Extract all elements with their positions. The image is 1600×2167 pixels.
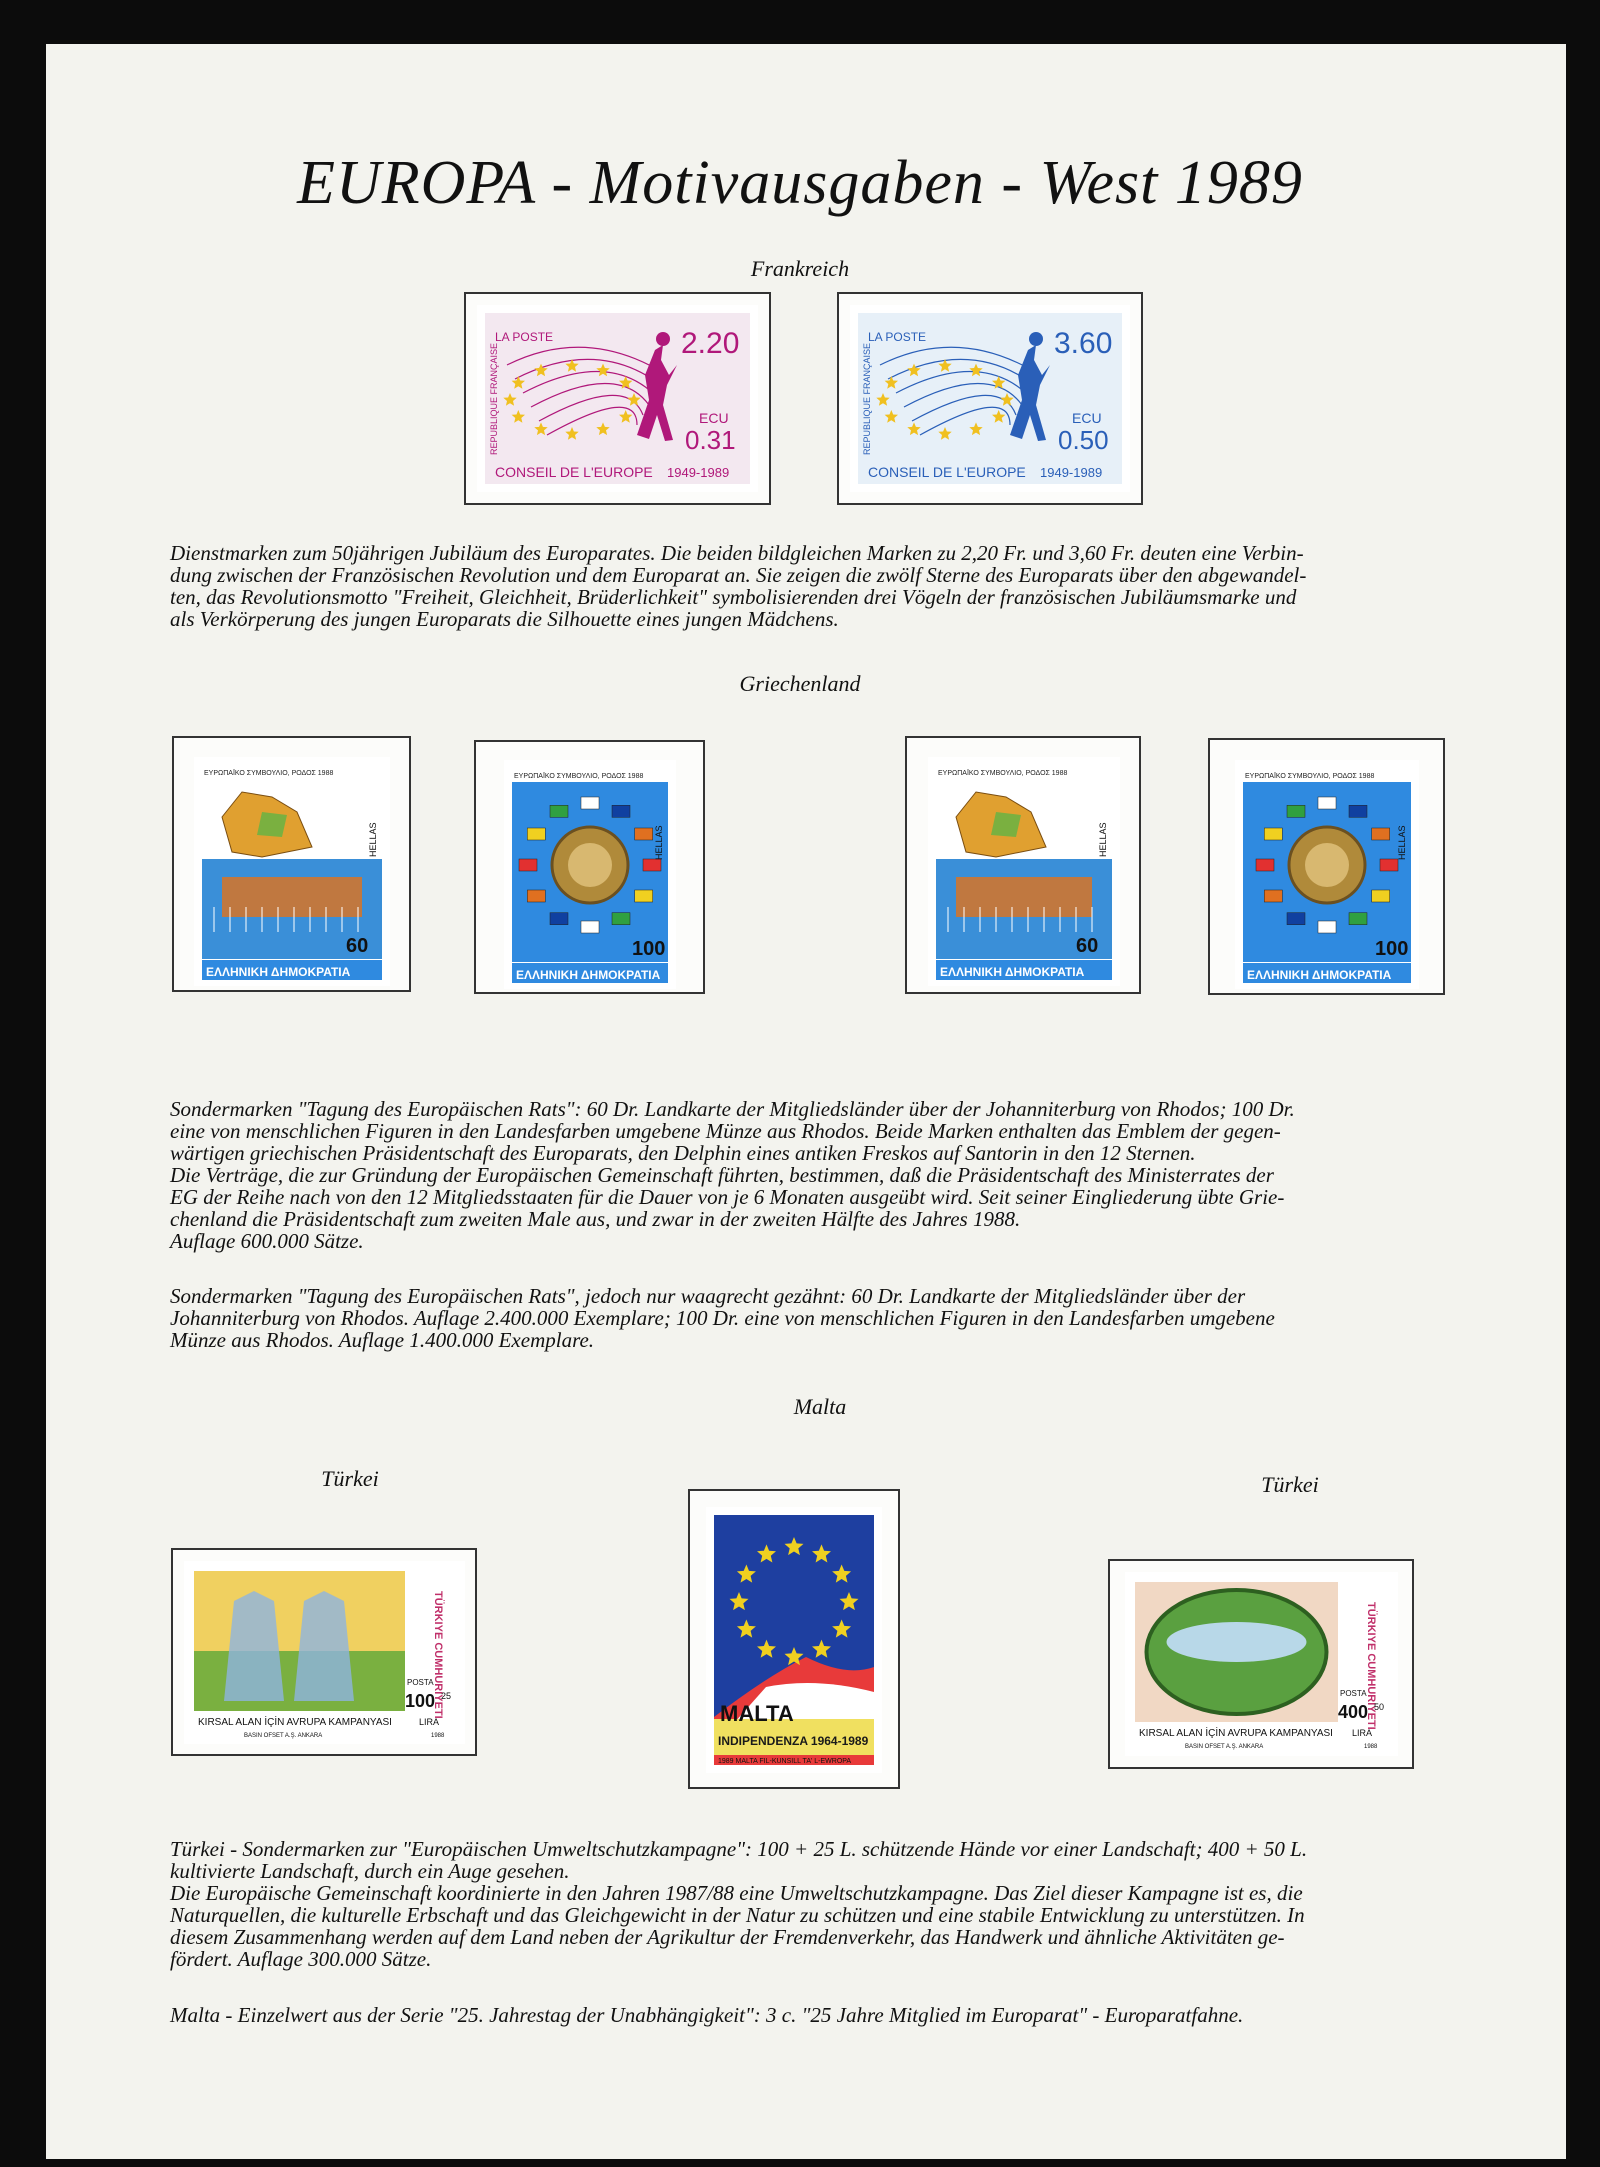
stamp-posta: POSTA	[407, 1678, 434, 1687]
stamp-value: 100	[632, 938, 666, 960]
flag-figure-icon	[1318, 797, 1336, 809]
flag-figure-icon	[1318, 921, 1336, 933]
greece-description-2: Sondermarken "Tagung des Europäischen Rats", jedoch nur waagrecht gezähnt: 60 Dr. Landkarte der Mitgliedsländer über der Johanniterburg von Rhodos. Auflage 2.400.000 Exemplare; 100 Dr. eine von menschlichen Figuren in den Landesfarben umgebene Münze aus Rhodos. Auflage 1.400.000 Exemplare.	[170, 1284, 1275, 1352]
stamp-top-text: ΕΥΡΩΠΑΪΚΟ ΣΥΜΒΟΥΛΙΟ, ΡΟΔΟΣ 1988	[1245, 773, 1375, 780]
stamp-france-360	[850, 305, 1130, 492]
stamp-country: REPUBLIQUE FRANÇAISE	[862, 342, 872, 455]
stamp-ecu-value: 0.31	[685, 425, 736, 455]
stamp-side-label: HELLAS	[1098, 822, 1108, 857]
stamp-years: 1949-1989	[1040, 465, 1103, 480]
stamp-currency: LIRA	[1352, 1728, 1373, 1738]
stamp-value: 400	[1338, 1702, 1369, 1722]
castle-icon	[222, 877, 362, 917]
stamp-value: 3c	[834, 1699, 855, 1719]
stamp-country: ΕΛΛΗΝΙΚΗ ΔΗΜΟΚΡΑΤΙΑ	[206, 965, 351, 979]
flag-figure-icon	[612, 805, 630, 817]
stamp-top-text: ΕΥΡΩΠΑΪΚΟ ΣΥΜΒΟΥΛΙΟ, ΡΟΔΟΣ 1988	[514, 773, 644, 780]
flag-figure-icon	[635, 890, 653, 902]
stamp-caption: KIRSAL ALAN İÇİN AVRUPA KAMPANYASI	[198, 1717, 392, 1728]
flag-figure-icon	[1256, 859, 1274, 871]
map-region	[991, 812, 1021, 837]
flag-figure-icon	[1287, 913, 1305, 925]
stamp-country: ΕΛΛΗΝΙΚΗ ΔΗΜΟΚΡΑΤΙΑ	[940, 965, 1085, 979]
flag-figure-icon	[1380, 859, 1398, 871]
stamp-greece-60	[194, 757, 390, 986]
stamp-year: 1988	[431, 1733, 445, 1739]
stamp-ecu-value: 0.50	[1058, 425, 1109, 455]
stamp-greece-100	[504, 760, 676, 989]
flag-figure-icon	[1264, 828, 1282, 840]
stamp-postal-label: LA POSTE	[868, 330, 927, 344]
heading-tuerkei-right: Türkei	[1261, 1472, 1319, 1497]
stamp-country: ΕΛΛΗΝΙΚΗ ΔΗΜΟΚΡΑΤΙΑ	[516, 968, 661, 982]
stamp-country: TÜRKIYE CUMHURIYETI	[432, 1591, 444, 1719]
girl-head-icon	[656, 332, 670, 346]
stamp-printer: BASIN OFSET A.Ş. ANKARA	[244, 1733, 323, 1739]
flag-figure-icon	[581, 797, 599, 809]
stamp-surcharge: 50	[1374, 1702, 1385, 1712]
stamp-country: MALTA	[720, 1701, 794, 1726]
stamp-bottom-text: 1989 MALTA FIL-KUNSILL TA' L-EWROPA	[718, 1758, 852, 1765]
stamp-value: 100	[405, 1691, 436, 1711]
stamp-year: 1988	[1364, 1744, 1378, 1750]
flag-figure-icon	[550, 913, 568, 925]
stamp-top-text: ΕΥΡΩΠΑΪΚΟ ΣΥΜΒΟΥΛΙΟ, ΡΟΔΟΣ 1988	[938, 770, 1068, 777]
flag-figure-icon	[527, 828, 545, 840]
stamp-caption: CONSEIL DE L'EUROPE	[495, 464, 653, 480]
stamp-country: ΕΛΛΗΝΙΚΗ ΔΗΜΟΚΡΑΤΙΑ	[1247, 968, 1392, 982]
castle-icon	[956, 877, 1092, 917]
stamp-turkey-100	[184, 1561, 465, 1744]
stamp-caption: KIRSAL ALAN İÇİN AVRUPA KAMPANYASI	[1139, 1728, 1333, 1739]
flag-figure-icon	[1349, 913, 1367, 925]
heading-frankreich: Frankreich	[750, 256, 850, 281]
stamp-value: 3.60	[1054, 327, 1113, 360]
flag-figure-icon	[527, 890, 545, 902]
stamp-country: TÜRKIYE CUMHURIYETI	[1365, 1602, 1377, 1730]
malta-description: Malta - Einzelwert aus der Serie "25. Jahrestag der Unabhängigkeit": 3 c. "25 Jahre Mitglied im Europarat" - Europaratfahne.	[170, 2003, 1244, 2027]
stamp-country: REPUBLIQUE FRANÇAISE	[489, 342, 499, 455]
stamp-france-220	[477, 305, 758, 492]
stamp-value: 60	[346, 935, 369, 957]
stamp-value: 100	[1375, 938, 1409, 960]
eye-sky	[1167, 1622, 1307, 1662]
heading-griechenland: Griechenland	[739, 671, 861, 696]
flag-figure-icon	[635, 828, 653, 840]
stamp-value: 2.20	[681, 327, 740, 360]
heading-malta: Malta	[793, 1394, 847, 1419]
stamp-years: 1949-1989	[667, 465, 730, 480]
map-region	[257, 812, 287, 837]
heading-tuerkei-left: Türkei	[321, 1466, 379, 1491]
stamp-ecu-label: ECU	[1072, 410, 1102, 426]
stamp-caption: CONSEIL DE L'EUROPE	[868, 464, 1026, 480]
flag-figure-icon	[550, 805, 568, 817]
flag-figure-icon	[1372, 828, 1390, 840]
greece-description-1: Sondermarken "Tagung des Europäischen Rats": 60 Dr. Landkarte der Mitgliedsländer über der Johanniterburg von Rhodos; 100 Dr. eine von menschlichen Figuren in den Landesfarben umgebene Münze aus Rhodos. Beide Marken enthalten das Emblem der gegen- wärtigen griechischen Präsidentschaft des Europarats, den Delphin eines antiken Freskos auf Santorin in den 12 Sternen. Die Verträge, die zur Gründung der Europäischen Gemeinschaft führten, bestimmen, daß die Präsidentschaft des Ministerrates der EG der Reihe nach von den 12 Mitgliedsstaaten für die Dauer von je 6 Monaten ausgeübt wird. Seit seiner Eingliederung übte Grie- chenland die Präsidentschaft zum zweiten Male aus, und zwar in der zweiten Hälfte des Jahres 1988. Auflage 600.000 Sätze.	[170, 1097, 1295, 1253]
turkey-description: Türkei - Sondermarken zur "Europäischen Umweltschutzkampagne": 100 + 25 L. schützende Hände vor einer Landschaft; 400 + 50 L. kultivierte Landschaft, durch ein Auge gesehen. Die Europäische Gemeinschaft koordinierte in den Jahren 1987/88 eine Umweltschutzkampagne. Das Ziel dieser Kampagne ist es, die Naturquellen, die kulturelle Erbschaft und das Gleichgewicht in der Natur zu schützen und eine stabile Entwicklung zu unterstützen. In diesem Zusammenhang werden auf dem Land neben der Agrikultur der Fremdenverkehr, das Handwerk und ähnliche Aktivitäten ge- fördert. Auflage 300.000 Sätze.	[170, 1837, 1308, 1971]
page-title: EUROPA - Motivausgaben - West 1989	[297, 149, 1303, 217]
stamp-value: 60	[1076, 935, 1099, 957]
stamp-currency: LIRA	[419, 1717, 440, 1727]
stamp-malta-3c	[706, 1507, 882, 1773]
stamp-turkey-400	[1125, 1572, 1398, 1756]
girl-head-icon	[1029, 332, 1043, 346]
flag-figure-icon	[1372, 890, 1390, 902]
flag-figure-icon	[581, 921, 599, 933]
stamp-greece-60-horizontal	[928, 757, 1120, 986]
stamp-postal-label: LA POSTE	[495, 330, 554, 344]
stamp-top-text: ΕΥΡΩΠΑΪΚΟ ΣΥΜΒΟΥΛΙΟ, ΡΟΔΟΣ 1988	[204, 770, 334, 777]
stamp-surcharge: 25	[441, 1691, 452, 1701]
flag-figure-icon	[1264, 890, 1282, 902]
stamp-side-label: HELLAS	[368, 822, 378, 857]
france-description: Dienstmarken zum 50jährigen Jubiläum des Europarates. Die beiden bildgleichen Marken zu 2,20 Fr. und 3,60 Fr. deuten eine Verbin- dung zwischen der Französischen Revolution und dem Europarat an. Sie zeigen die zwölf Sterne des Europarats über den abgewandel- ten, das Revolutionsmotto "Freiheit, Gleichheit, Brüderlichkeit" symbolisierenden drei Vögeln der französischen Jubiläumsmarke und als Verkörperung des jungen Europarats die Silhouette eines jungen Mädchens.	[170, 541, 1307, 631]
coin-face	[1305, 843, 1349, 887]
flag-figure-icon	[1287, 805, 1305, 817]
coin-face	[568, 843, 612, 887]
stamp-posta: POSTA	[1340, 1689, 1367, 1698]
stamp-caption: INDIPENDENZA 1964-1989	[718, 1734, 869, 1748]
stamp-printer: BASIN OFSET A.Ş. ANKARA	[1185, 1744, 1264, 1750]
stamp-side-label: HELLAS	[654, 825, 664, 860]
flag-figure-icon	[519, 859, 537, 871]
stamp-side-label: HELLAS	[1397, 825, 1407, 860]
flag-figure-icon	[612, 913, 630, 925]
stamp-ecu-label: ECU	[699, 410, 729, 426]
stamp-greece-100-horizontal	[1235, 760, 1419, 989]
flag-figure-icon	[1349, 805, 1367, 817]
